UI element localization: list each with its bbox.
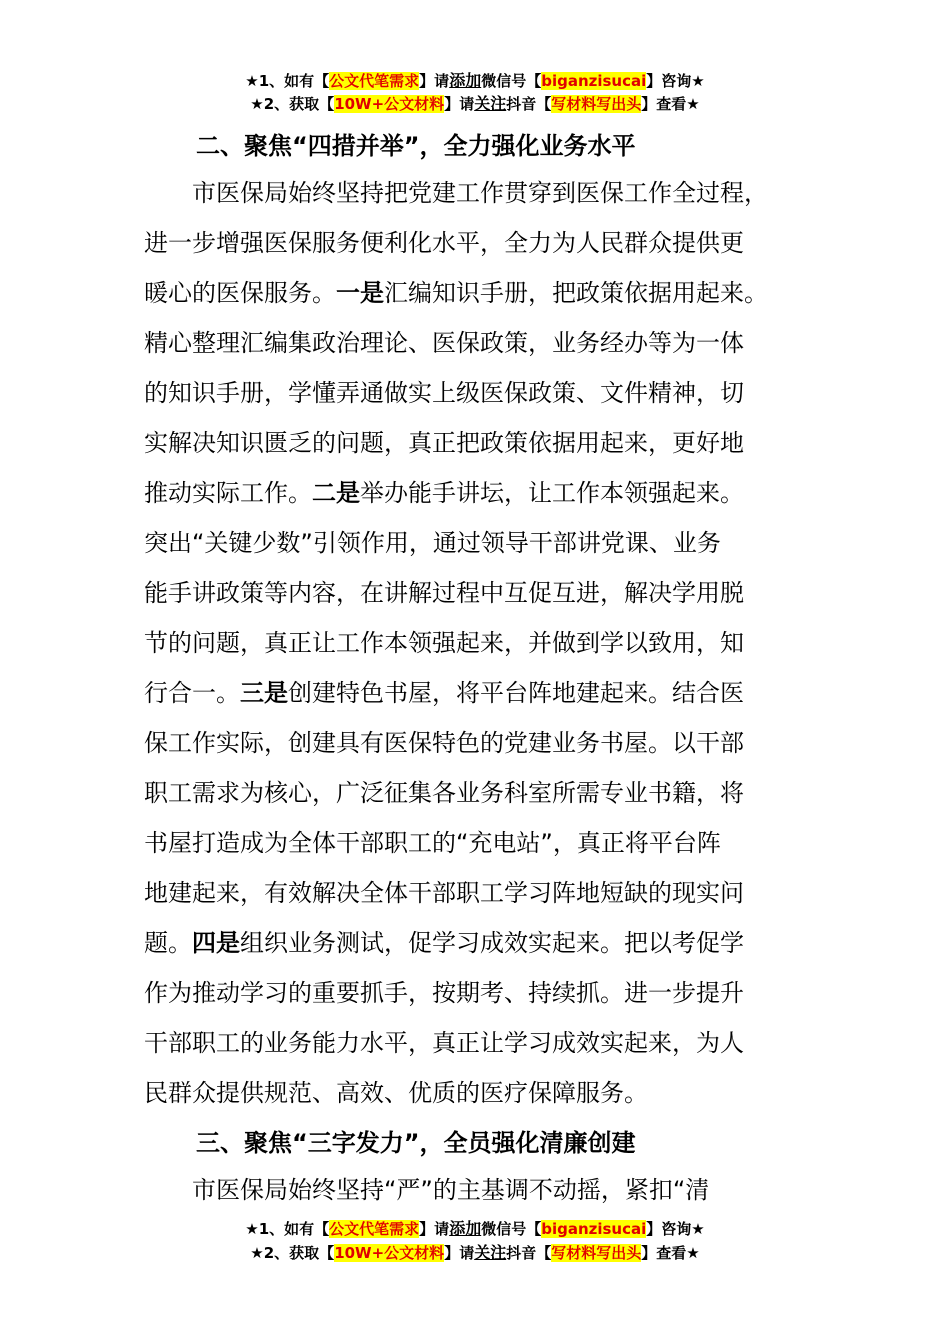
banner-underline: 添加 [449,1219,482,1238]
banner-text: 】请 [419,1220,450,1238]
paragraph-line: 突出“关键少数”引领作用，通过领导干部讲党课、业务 [144,529,721,557]
banner-highlight: 写材料写出头 [551,95,642,113]
paragraph-line: 民群众提供规范、高效、优质的医疗保障服务。 [144,1079,648,1107]
paragraph-line: 职工需求为核心，广泛征集各业务科室所需专业书籍，将 [144,779,744,807]
banner-text: 】咨询★ [646,1220,705,1238]
paragraph-line: 进一步增强医保服务便利化水平，全力为人民群众提供更 [144,229,744,257]
banner-underline: 关注 [474,94,507,113]
section-heading: 二、聚焦“四措并举”，全力强化业务水平 [196,132,636,160]
paragraph-line: 保工作实际，创建具有医保特色的党建业务书屋。以干部 [144,729,744,757]
paragraph-line: 推动实际工作。二是举办能手讲坛，让工作本领强起来。 [144,479,744,507]
paragraph-line: 节的问题，真正让工作本领强起来，并做到学以致用，知 [144,629,744,657]
banner-text: 】请 [444,1244,475,1262]
banner-bottom-line-2 [0,1242,950,1264]
paragraph-line: 行合一。三是创建特色书屋，将平台阵地建起来。结合医 [144,679,744,707]
banner-text: ★2、获取【 [250,95,335,113]
banner-top-line-1 [0,70,950,92]
paragraph-line: 作为推动学习的重要抓手，按期考、持续抓。进一步提升 [144,979,744,1007]
banner-highlight: 10W+公文材料 [334,95,445,113]
banner-highlight: 10W+公文材料 [334,1244,445,1262]
banner-highlight: 公文代笔需求 [329,72,420,90]
section-heading: 三、聚焦“三字发力”，全员强化清廉创建 [196,1129,636,1157]
banner-text: 微信号【 [481,72,542,90]
banner-text: 】请 [419,72,450,90]
bold-keyword: 二是 [312,479,360,507]
paragraph-line: 暖心的医保服务。一是汇编知识手册，把政策依据用起来。 [144,279,768,307]
banner-underline: 关注 [474,1243,507,1262]
banner-text: 】咨询★ [646,72,705,90]
paragraph-line: 精心整理汇编集政治理论、医保政策，业务经办等为一体 [144,329,744,357]
banner-text: ★1、如有【 [245,1220,330,1238]
banner-text: 】查看★ [641,1244,700,1262]
banner-bottom-line-1 [0,1218,950,1240]
banner-text: 抖音【 [506,1244,552,1262]
paragraph-line: 书屋打造成为全体干部职工的“充电站”，真正将平台阵 [144,829,721,857]
bold-keyword: 一是 [336,279,384,307]
banner-text: ★1、如有【 [245,72,330,90]
bold-keyword: 四是 [192,929,240,957]
banner-text: ★2、获取【 [250,1244,335,1262]
paragraph-line: 题。四是组织业务测试，促学习成效实起来。把以考促学 [144,929,744,957]
banner-text: 抖音【 [506,95,552,113]
paragraph-line: 地建起来，有效解决全体干部职工学习阵地短缺的现实问 [144,879,744,907]
paragraph-line: 的知识手册，学懂弄通做实上级医保政策、文件精神，切 [144,379,744,407]
paragraph-line: 市医保局始终坚持“严”的主基调不动摇，紧扣“清 [144,1176,710,1204]
banner-top-line-2 [0,93,950,115]
banner-highlight: 写材料写出头 [551,1244,642,1262]
paragraph-line: 干部职工的业务能力水平，真正让学习成效实起来，为人 [144,1029,744,1057]
banner-underline: 添加 [449,71,482,90]
paragraph-line: 实解决知识匮乏的问题，真正把政策依据用起来，更好地 [144,429,744,457]
paragraph-line: 市医保局始终坚持把党建工作贯穿到医保工作全过程， [144,179,768,207]
banner-highlight: biganzisucai [541,72,647,90]
paragraph-line: 能手讲政策等内容，在讲解过程中互促互进，解决学用脱 [144,579,744,607]
banner-highlight: 公文代笔需求 [329,1220,420,1238]
banner-text: 】请 [444,95,475,113]
bold-keyword: 三是 [240,679,288,707]
banner-highlight: biganzisucai [541,1220,647,1238]
banner-text: 微信号【 [481,1220,542,1238]
banner-text: 】查看★ [641,95,700,113]
